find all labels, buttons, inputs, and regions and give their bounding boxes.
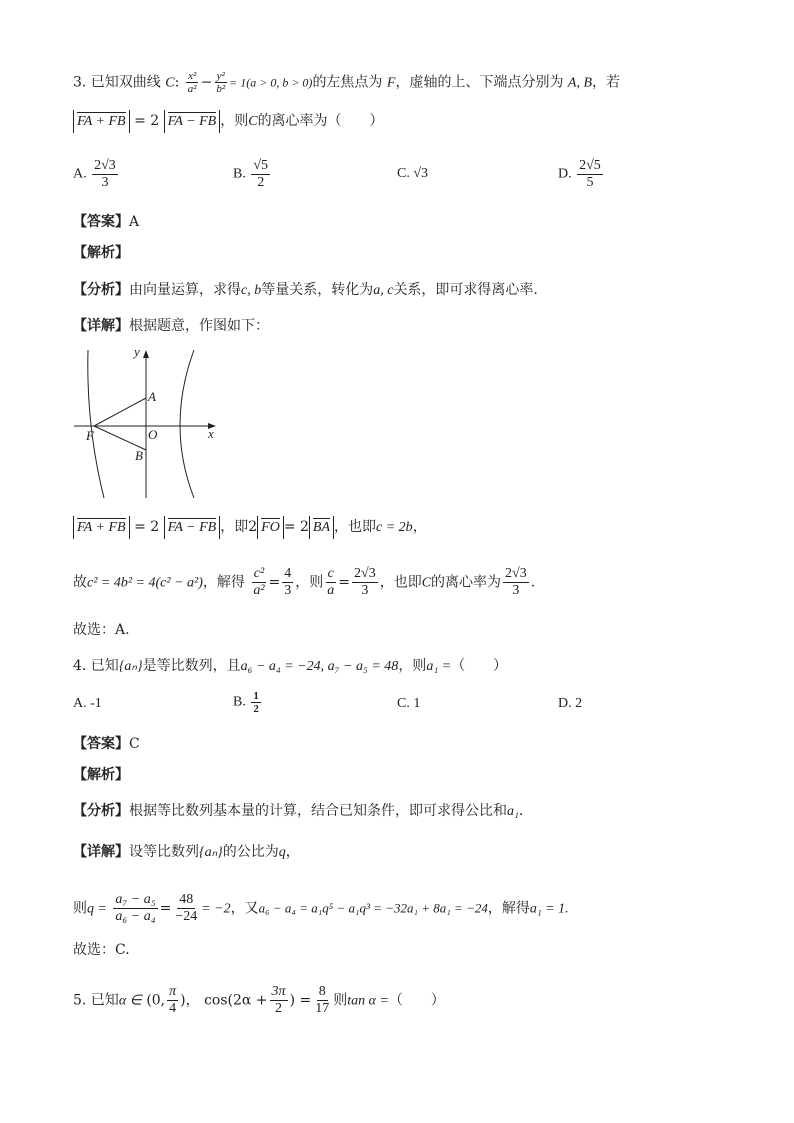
q4-option-a [73, 696, 102, 712]
den: 3 [101, 175, 109, 190]
q4-stem [73, 656, 507, 677]
den: 4 [169, 1001, 177, 1016]
cos-expr: cos(2α + [204, 992, 268, 1009]
den: 3 [284, 583, 292, 598]
text: ，则 [295, 574, 324, 591]
minus: − [200, 74, 213, 91]
q4-number: 4. 已知 [73, 658, 119, 674]
frac-y2-b2 [214, 70, 227, 95]
q3-fenxi [73, 280, 538, 301]
num: 4 [284, 566, 292, 581]
q3-analysis-tag [73, 243, 129, 263]
text: ，则 [398, 658, 427, 674]
text: . [518, 803, 524, 819]
math: a₁ = [426, 659, 452, 674]
text: 则 [333, 992, 348, 1009]
q3-step2 [73, 566, 535, 599]
text: ， [412, 519, 427, 535]
den: a² [187, 83, 197, 95]
text: 根据等比数列基本量的计算，结合已知条件，即可求得公比和 [129, 803, 507, 819]
option-label: B. [233, 166, 246, 182]
vector-sum: FA + FB [77, 520, 126, 535]
fenxi-tag: 【分析】 [73, 282, 129, 298]
points-AB: A, B [567, 75, 593, 91]
q3-stem-line1 [73, 70, 620, 95]
num: π [169, 984, 177, 999]
option-label: D. [558, 166, 572, 182]
num: 3π [271, 984, 286, 999]
option-value: 1 [413, 696, 421, 711]
q3-option-b [233, 158, 272, 191]
option-value [92, 158, 118, 191]
vector-FO: FO [261, 520, 280, 535]
text: ，则 [220, 113, 249, 129]
vector-diff: FA − FB [167, 520, 217, 535]
text: 等量关系，转化为 [261, 282, 374, 298]
den: 5 [586, 175, 594, 190]
math: c = 2b [376, 520, 413, 535]
vector-diff: FA − FB [167, 114, 217, 129]
q3-option-d [558, 158, 605, 191]
left-branch [88, 350, 104, 498]
text: 的离心率为 [431, 574, 502, 591]
frac [251, 566, 266, 599]
text: 关系，即可求得离心率. [393, 282, 538, 298]
label-y: y [134, 346, 140, 359]
interval-right: ) [180, 992, 186, 1009]
math: a₆ − a₄ = −24, a₇ − a₅ = 48 [240, 659, 399, 674]
right-branch [180, 350, 194, 498]
num: c [327, 566, 334, 581]
den: b² [216, 83, 226, 95]
q4-option-b [233, 690, 263, 715]
text: ，也即 [334, 519, 377, 535]
frac [503, 566, 529, 599]
text: 的离心率为（ ） [257, 113, 384, 129]
frac [325, 566, 336, 599]
option-label: C. [397, 166, 410, 181]
math: a₆ − a₄ = a₁q⁵ − a₁q³ = −32a₁ + 8a₁ = −24 [258, 900, 488, 916]
q3-number: 3. 已知双曲线 [73, 74, 161, 91]
den: a₆ − a₄ [115, 909, 156, 924]
option-value [251, 690, 261, 715]
text: 故选：A. [73, 622, 130, 638]
option-label: A. [73, 166, 87, 182]
text: 故 [73, 574, 87, 591]
text: 的左焦点为 [312, 74, 383, 91]
math: {aₙ} [118, 659, 143, 674]
fenxi-tag: 【分析】 [73, 803, 129, 819]
text: ， [285, 844, 300, 860]
detail-tag: 【详解】 [73, 318, 129, 334]
answer-tag: 【答案】 [73, 736, 129, 752]
equals: = [159, 900, 172, 917]
option-label: D. [558, 696, 572, 711]
abs-sum [73, 516, 130, 539]
q4-fenxi [73, 801, 523, 822]
curve-name: C [421, 575, 432, 591]
q4-calc [73, 892, 569, 925]
math: c² = 4b² = 4(c² − a²) [87, 575, 203, 591]
option-value [251, 158, 270, 191]
math: α ∈ [118, 993, 142, 1009]
num: √5 [253, 158, 269, 173]
text: 由向量运算，求得 [129, 282, 241, 298]
equals: = [268, 574, 281, 591]
hyperbola-figure [70, 346, 230, 504]
option-value: -1 [90, 696, 102, 711]
frac [113, 892, 157, 925]
num: 8 [318, 984, 326, 999]
text: ，解得 [487, 900, 530, 917]
num: 2√3 [94, 158, 116, 173]
focus-F: F [386, 75, 396, 91]
math: a₁ [507, 804, 519, 819]
option-label: A. [73, 696, 87, 711]
label-B: B [135, 448, 143, 463]
option-label: C. [397, 696, 410, 711]
option-value: 2 [575, 696, 583, 711]
frac-8-17 [313, 984, 331, 1017]
text: 设等比数列 [129, 844, 199, 860]
equation-rest: = 1(a > 0, b > 0) [229, 75, 313, 90]
label-x: x [208, 426, 214, 441]
math: c, b [241, 283, 262, 298]
vector-sum: FA + FB [77, 114, 126, 129]
text: ，解得 [202, 574, 245, 591]
text: ，即2 [220, 519, 258, 535]
num: c² [253, 566, 265, 581]
y-arrow-icon [143, 350, 149, 358]
text: . [530, 574, 536, 591]
abs-diff [164, 110, 221, 133]
text: 是等比数列，且 [142, 658, 241, 674]
option-value: √3 [413, 166, 429, 181]
text: （ ） [451, 658, 508, 674]
answer-value: C [129, 736, 140, 752]
math: q = [87, 901, 107, 917]
analysis-tag: 【解析】 [73, 245, 129, 261]
q3-choose [73, 620, 130, 640]
num: 2√3 [354, 566, 376, 581]
frac [282, 566, 293, 599]
q4-option-d [558, 696, 582, 712]
q5-number: 5. 已知 [73, 992, 119, 1009]
num: x² [188, 70, 197, 82]
vector-BA: BA [312, 520, 331, 535]
equals-2: = 2 [283, 519, 309, 535]
q3-stem-line2 [73, 110, 384, 133]
num: 2√5 [579, 158, 601, 173]
den: a² [253, 583, 265, 598]
colon: : [174, 74, 180, 91]
math: q [278, 845, 286, 860]
den: 17 [315, 1001, 330, 1016]
q3-step1 [73, 516, 427, 539]
analysis-tag: 【解析】 [73, 767, 129, 783]
num: 2√3 [505, 566, 527, 581]
q4-answer [73, 734, 140, 754]
num: a₇ − a₅ [115, 892, 156, 907]
answer-tag: 【答案】 [73, 214, 129, 230]
text: ，若 [592, 74, 621, 91]
q5-stem [73, 984, 445, 1017]
math: {aₙ} [199, 845, 223, 860]
text: 的公比为 [222, 844, 279, 860]
answer-value: A [129, 214, 140, 230]
den: 3 [361, 583, 369, 598]
den: 2 [275, 1001, 283, 1016]
option-label: B. [233, 694, 246, 710]
math: a, c [373, 283, 394, 298]
detail-tag: 【详解】 [73, 844, 129, 860]
q4-detail [73, 842, 300, 863]
text: ， [185, 992, 200, 1009]
abs-ba [309, 516, 334, 539]
den: −24 [175, 909, 198, 924]
text: ，又 [230, 900, 259, 917]
math: tan α = [347, 993, 389, 1009]
q3-answer [73, 212, 139, 232]
frac-3pi-2 [270, 984, 288, 1017]
curve-name: C [248, 114, 258, 129]
num: 48 [179, 892, 194, 907]
segment-FB [94, 426, 146, 450]
equals: = [338, 574, 351, 591]
q4-analysis-tag [73, 765, 129, 785]
q3-detail [73, 316, 269, 336]
num: y² [216, 70, 225, 82]
equals-2: = 2 [134, 113, 160, 129]
equals-2: = 2 [134, 519, 160, 535]
num: 1 [253, 690, 259, 702]
abs-sum [73, 110, 130, 133]
den: 2 [253, 703, 259, 715]
abs-fo [257, 516, 284, 539]
segment-FA [94, 398, 146, 426]
q3-option-a [73, 158, 120, 191]
text: （ ） [388, 992, 445, 1009]
frac-pi-4 [167, 984, 178, 1017]
abs-diff [164, 516, 221, 539]
label-O: O [148, 427, 158, 442]
label-A: A [148, 389, 156, 404]
option-value [577, 158, 603, 191]
q4-option-c [397, 696, 420, 712]
interval-left: (0, [146, 992, 166, 1009]
q4-choose [73, 940, 130, 960]
frac [173, 892, 199, 925]
text: 则 [73, 900, 87, 917]
den: 3 [512, 583, 520, 598]
label-F: F [86, 428, 94, 443]
q3-option-c [397, 166, 428, 182]
frac [352, 566, 378, 599]
den: a [327, 583, 335, 598]
math: = −2 [201, 901, 231, 917]
text: 故选：C. [73, 942, 130, 958]
text: ，也即 [379, 574, 422, 591]
text: 根据题意，作图如下： [129, 318, 269, 334]
math: a₁ = 1. [529, 901, 569, 917]
text: ，虚轴的上、下端点分别为 [395, 74, 564, 91]
curve-name: C [165, 75, 175, 91]
frac-x2-a2 [186, 70, 199, 95]
den: 2 [257, 175, 265, 190]
cos-expr-end: ) = [289, 992, 312, 1009]
